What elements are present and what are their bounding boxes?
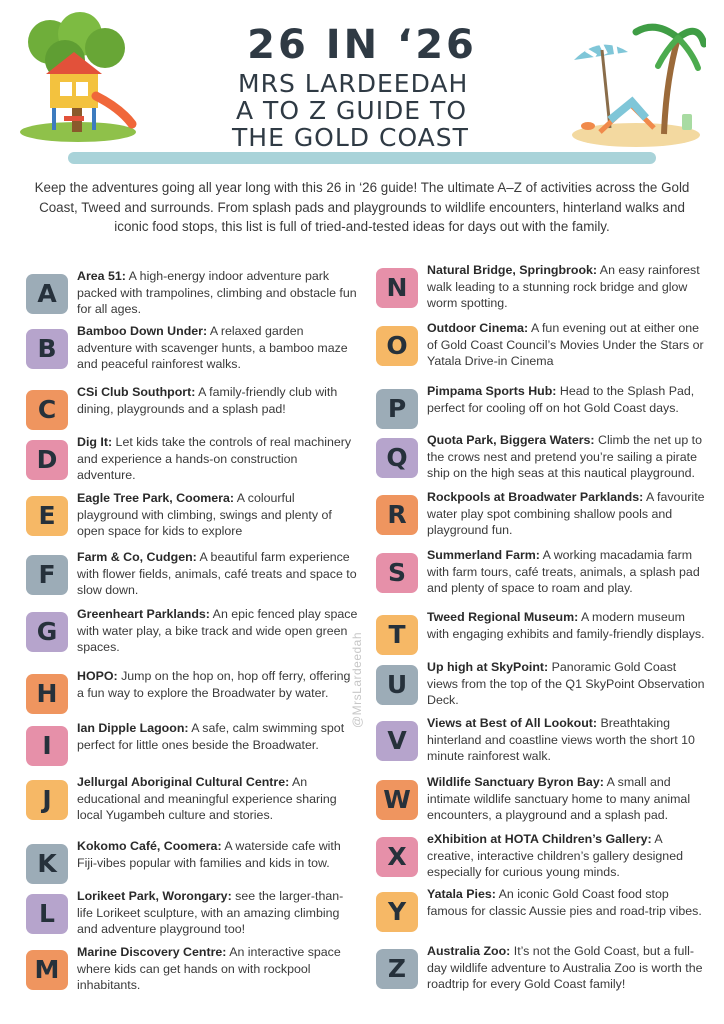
letter-badge: Y bbox=[376, 892, 418, 932]
entry-name: Greenheart Parklands: bbox=[77, 607, 210, 621]
entry-description: A high-energy indoor adventure park packed with trampolines, climbing and obstacle fun for all ages. bbox=[77, 269, 357, 317]
entry-description: Let kids take the controls of real machinery and experience a hands-on construction adventure. bbox=[77, 435, 352, 483]
entry-text bbox=[77, 774, 359, 824]
letter-badge: I bbox=[26, 726, 68, 766]
subtitle-line: MRS LARDEEDAH bbox=[238, 69, 469, 98]
entry-text bbox=[77, 720, 359, 753]
entry-description: A favourite water play spot combining shallow pools and playground fun. bbox=[427, 490, 705, 538]
entry-description: A family-friendly club with dining, playgrounds and a splash pad! bbox=[77, 385, 338, 416]
page-title: 26 IN ‘26 bbox=[247, 22, 477, 68]
entry-name: Bamboo Down Under: bbox=[77, 324, 208, 338]
letter-badge: E bbox=[26, 496, 68, 536]
entry-description: Head to the Splash Pad, perfect for cooling off on hot Gold Coast days. bbox=[427, 384, 695, 415]
entry-description: Jump on the hop on, hop off ferry, offering a fun way to explore the Broadwater by water. bbox=[77, 669, 351, 700]
entry-name: Farm & Co, Cudgen: bbox=[77, 550, 197, 564]
entry-description: It’s not the Gold Coast, but a full-day wildlife adventure to Australia Zoo is worth the roadtrip for every Gold Coast family! bbox=[427, 944, 703, 992]
entry-name: Yatala Pies: bbox=[427, 887, 496, 901]
entry-name: Summerland Farm: bbox=[427, 548, 540, 562]
letter-badge: V bbox=[376, 721, 418, 761]
entry-description: A safe, calm swimming spot perfect for little ones beside the Broadwater. bbox=[77, 721, 345, 752]
letter-badge: Q bbox=[376, 438, 418, 478]
letter-badge: W bbox=[376, 780, 418, 820]
entry-text bbox=[77, 323, 359, 373]
letter-badge: X bbox=[376, 837, 418, 877]
entry-text bbox=[427, 320, 709, 370]
entry-description: A small and intimate wildlife sanctuary home to many animal encounters, a playground and a splash pad. bbox=[427, 775, 691, 823]
entry-name: Up high at SkyPoint: bbox=[427, 660, 549, 674]
entry-name: eXhibition at HOTA Children’s Gallery: bbox=[427, 832, 652, 846]
entry-text bbox=[427, 659, 709, 709]
letter-badge: K bbox=[26, 844, 68, 884]
entry-name: Area 51: bbox=[77, 269, 126, 283]
subtitle-line: THE GOLD COAST bbox=[232, 123, 469, 152]
entry-text bbox=[427, 943, 709, 993]
entry-name: Rockpools at Broadwater Parklands: bbox=[427, 490, 644, 504]
entry-name: Lorikeet Park, Worongary: bbox=[77, 889, 232, 903]
letter-badge: Z bbox=[376, 949, 418, 989]
entry-name: Marine Discovery Centre: bbox=[77, 945, 227, 959]
entry-description: Panoramic Gold Coast views from the top of the Q1 SkyPoint Observation Deck. bbox=[427, 660, 705, 708]
entry-text bbox=[427, 383, 709, 416]
entry-text bbox=[427, 609, 709, 642]
subtitle-line: A TO Z GUIDE TO bbox=[236, 96, 468, 125]
entry-text bbox=[427, 886, 709, 919]
entry-text bbox=[77, 434, 359, 484]
entry-text bbox=[427, 262, 709, 312]
entry-description: A beautiful farm experience with flower fields, animals, café treats and space to slow down. bbox=[77, 550, 357, 598]
entry-text bbox=[427, 831, 709, 881]
entry-name: Ian Dipple Lagoon: bbox=[77, 721, 189, 735]
entry-description: An interactive space where kids can get hands on with rockpool inhabitants. bbox=[77, 945, 341, 993]
letter-badge: P bbox=[376, 389, 418, 429]
entry-name: Natural Bridge, Springbrook: bbox=[427, 263, 598, 277]
entry-text bbox=[77, 268, 359, 318]
entry-text bbox=[77, 490, 359, 540]
entry-name: Quota Park, Biggera Waters: bbox=[427, 433, 595, 447]
entry-text bbox=[427, 774, 709, 824]
entry-description: A relaxed garden adventure with scavenger hunts, a bamboo maze and peaceful rainforest walks. bbox=[77, 324, 348, 372]
letter-badge: U bbox=[376, 665, 418, 705]
intro-paragraph: Keep the adventures going all year long with this 26 in ‘26 guide! The ultimate A–Z of activities across the Gold Coast, Tweed and surrounds. From splash pads and playgrounds to wildlife encounters, hinterland walks and iconic food stops, this list is full of tried-and-tested ideas for days out with the family. bbox=[34, 180, 690, 234]
letter-badge: J bbox=[26, 780, 68, 820]
letter-badge: T bbox=[376, 615, 418, 655]
letter-badge: N bbox=[376, 268, 418, 308]
entry-text bbox=[77, 668, 359, 701]
entry-description: see the larger-than-life Lorikeet sculpture, with an amazing climbing and adventure playground too! bbox=[77, 889, 344, 937]
entry-text bbox=[77, 549, 359, 599]
entry-name: HOPO: bbox=[77, 669, 118, 683]
letter-badge: C bbox=[26, 390, 68, 430]
entry-name: Tweed Regional Museum: bbox=[427, 610, 579, 624]
entry-description: A working macadamia farm with farm tours, café treats, animals, a splash pad and plenty of space to roam and play. bbox=[427, 548, 700, 596]
entry-text bbox=[427, 715, 709, 765]
entry-name: Views at Best of All Lookout: bbox=[427, 716, 598, 730]
entry-text bbox=[427, 432, 709, 482]
letter-badge: S bbox=[376, 553, 418, 593]
entry-name: Pimpama Sports Hub: bbox=[427, 384, 557, 398]
entry-name: Kokomo Café, Coomera: bbox=[77, 839, 222, 853]
letter-badge: A bbox=[26, 274, 68, 314]
watermark: @MrsLardeedah bbox=[350, 631, 364, 729]
entry-name: Eagle Tree Park, Coomera: bbox=[77, 491, 235, 505]
letter-badge: O bbox=[376, 326, 418, 366]
entry-description: Climb the net up to the crows nest and pretend you’re sailing a pirate ship on the high seas at this nautical playground. bbox=[427, 433, 702, 481]
entry-description: An educational and meaningful experience sharing local Yugambeh culture and stories. bbox=[77, 775, 337, 823]
letter-badge: F bbox=[26, 555, 68, 595]
letter-badge: M bbox=[26, 950, 68, 990]
page-subtitle bbox=[232, 70, 532, 151]
entry-name: Wildlife Sanctuary Byron Bay: bbox=[427, 775, 604, 789]
entry-description: An easy rainforest walk leading to a stunning rock bridge and glow worm spotting. bbox=[427, 263, 700, 311]
letter-badge: G bbox=[26, 612, 68, 652]
entry-name: Outdoor Cinema: bbox=[427, 321, 529, 335]
entry-description: A fun evening out at either one of Gold Coast Council’s Movies Under the Stars or Yatala Drive-in Cinema bbox=[427, 321, 704, 369]
letter-badge: R bbox=[376, 495, 418, 535]
entry-description: Breathtaking hinterland and coastline views worth the short 10 minute rainforest walk. bbox=[427, 716, 695, 764]
entry-description: A waterside cafe with Fiji-vibes popular with families and kids in tow. bbox=[77, 839, 341, 870]
entry-text bbox=[77, 606, 359, 656]
entry-text bbox=[77, 838, 359, 871]
letter-badge: B bbox=[26, 329, 68, 369]
letter-badge: D bbox=[26, 440, 68, 480]
entry-text bbox=[77, 944, 359, 994]
entry-text bbox=[427, 489, 709, 539]
entry-text bbox=[77, 888, 359, 938]
entry-description: A creative, interactive children’s gallery designed especially for curious young minds. bbox=[427, 832, 683, 880]
entry-description: An epic fenced play space with water play, a bike track and wide open green spaces. bbox=[77, 607, 358, 655]
entry-description: A modern museum with engaging exhibits and family-friendly displays. bbox=[427, 610, 705, 641]
header-divider bbox=[68, 152, 656, 164]
entry-description: A colourful playground with climbing, swings and plenty of open space for kids to explore bbox=[77, 491, 332, 539]
letter-badge: L bbox=[26, 894, 68, 934]
entry-name: Australia Zoo: bbox=[427, 944, 511, 958]
entry-text bbox=[427, 547, 709, 597]
letter-badge: H bbox=[26, 674, 68, 714]
entry-name: Dig It: bbox=[77, 435, 113, 449]
entry-description: An iconic Gold Coast food stop famous for classic Aussie pies and road-trip vibes. bbox=[427, 887, 702, 918]
entry-text bbox=[77, 384, 359, 417]
entry-name: Jellurgal Aboriginal Cultural Centre: bbox=[77, 775, 290, 789]
entry-name: CSi Club Southport: bbox=[77, 385, 196, 399]
